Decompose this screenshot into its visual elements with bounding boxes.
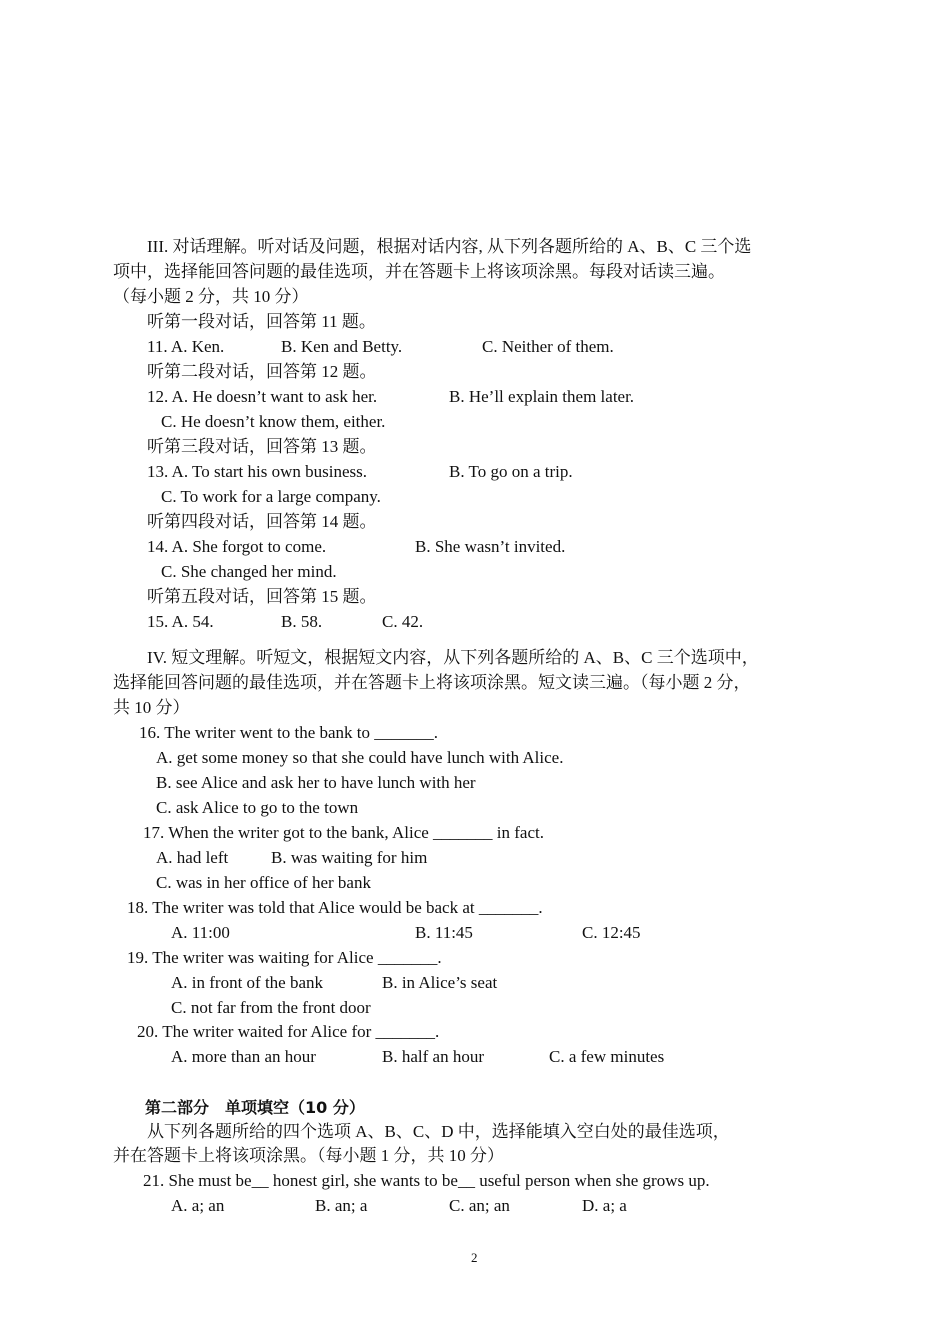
q21-option-d: D. a; a <box>582 1196 627 1215</box>
part2-intro-line2: 并在答题卡上将该项涂黑。（每小题 1 分，共 10 分） <box>113 1146 504 1165</box>
dialogue3-instruction: 听第三段对话，回答第 13 题。 <box>147 437 377 456</box>
q15-option-a: 15. A. 54. <box>147 612 214 631</box>
q18-option-a: A. 11:00 <box>171 923 230 942</box>
q20-option-c: C. a few minutes <box>549 1047 665 1066</box>
q17-option-c: C. was in her office of her bank <box>156 873 371 892</box>
q11-option-c: C. Neither of them. <box>482 337 614 356</box>
q21-option-c: C. an; an <box>449 1196 510 1215</box>
dialogue1-instruction: 听第一段对话，回答第 11 题。 <box>147 312 376 331</box>
part2-intro-line1: 从下列各题所给的四个选项 A、B、C、D 中，选择能填入空白处的最佳选项， <box>147 1122 730 1141</box>
q11-option-b: B. Ken and Betty. <box>281 337 403 356</box>
section4-intro-line2: 选择能回答问题的最佳选项，并在答题卡上将该项涂黑。短文读三遍。（每小题 2 分， <box>113 673 751 692</box>
dialogue4-instruction: 听第四段对话，回答第 14 题。 <box>147 512 377 531</box>
q13-option-c: C. To work for a large company. <box>161 487 381 506</box>
q11-option-a: 11. A. Ken. <box>147 337 225 356</box>
q16-option-c: C. ask Alice to go to the town <box>156 798 359 817</box>
section4-intro-line3: 共 10 分） <box>113 698 190 717</box>
q18-option-b: B. 11:45 <box>415 923 473 942</box>
q21-option-b: B. an; a <box>315 1196 368 1215</box>
q16-option-b: B. see Alice and ask her to have lunch with her <box>156 773 476 792</box>
q17-option-b: B. was waiting for him <box>271 848 428 867</box>
q12-option-b: B. He’ll explain them later. <box>449 387 635 406</box>
q14-option-a: 14. A. She forgot to come. <box>147 537 327 556</box>
q17-option-a: A. had left <box>156 848 229 867</box>
q18-stem: 18. The writer was told that Alice would be back at _______. <box>127 898 543 917</box>
q20-option-b: B. half an hour <box>382 1047 484 1066</box>
q15-option-b: B. 58. <box>281 612 323 631</box>
q21-option-a: A. a; an <box>171 1196 225 1215</box>
q18-option-c: C. 12:45 <box>582 923 641 942</box>
q16-option-a: A. get some money so that she could have lunch with Alice. <box>156 748 564 767</box>
q13-option-a: 13. A. To start his own business. <box>147 462 367 481</box>
section3-intro-line3: （每小题 2 分，共 10 分） <box>113 287 309 306</box>
q20-option-a: A. more than an hour <box>171 1047 316 1066</box>
q12-option-c: C. He doesn’t know them, either. <box>161 412 386 431</box>
q13-option-b: B. To go on a trip. <box>449 462 573 481</box>
q15-option-c: C. 42. <box>382 612 424 631</box>
q19-stem: 19. The writer was waiting for Alice _______. <box>127 948 442 967</box>
q19-option-b: B. in Alice’s seat <box>382 973 498 992</box>
q21-stem: 21. She must be__ honest girl, she wants to be__ useful person when she grows up. <box>143 1171 710 1190</box>
q12-option-a: 12. A. He doesn’t want to ask her. <box>147 387 378 406</box>
q19-option-a: A. in front of the bank <box>171 973 324 992</box>
page-number: 2 <box>471 1250 478 1265</box>
dialogue2-instruction: 听第二段对话，回答第 12 题。 <box>147 362 377 381</box>
q19-option-c: C. not far from the front door <box>171 998 371 1017</box>
q14-option-c: C. She changed her mind. <box>161 562 337 581</box>
section4-intro-line1: IV. 短文理解。听短文，根据短文内容，从下列各题所给的 A、B、C 三个选项中， <box>147 648 759 667</box>
section3-intro-line2: 项中，选择能回答问题的最佳选项，并在答题卡上将该项涂黑。每段对话读三遍。 <box>113 262 725 281</box>
section3-intro-line1: III. 对话理解。听对话及问题，根据对话内容, 从下列各题所给的 A、B、C 三个选 <box>147 237 752 256</box>
q16-stem: 16. The writer went to the bank to _______. <box>139 723 439 742</box>
part2-heading: 第二部分 单项填空（10 分） <box>145 1098 365 1117</box>
q20-stem: 20. The writer waited for Alice for _______. <box>137 1022 440 1041</box>
q14-option-b: B. She wasn’t invited. <box>415 537 566 556</box>
q17-stem: 17. When the writer got to the bank, Alice _______ in fact. <box>143 823 544 842</box>
dialogue5-instruction: 听第五段对话，回答第 15 题。 <box>147 587 377 606</box>
